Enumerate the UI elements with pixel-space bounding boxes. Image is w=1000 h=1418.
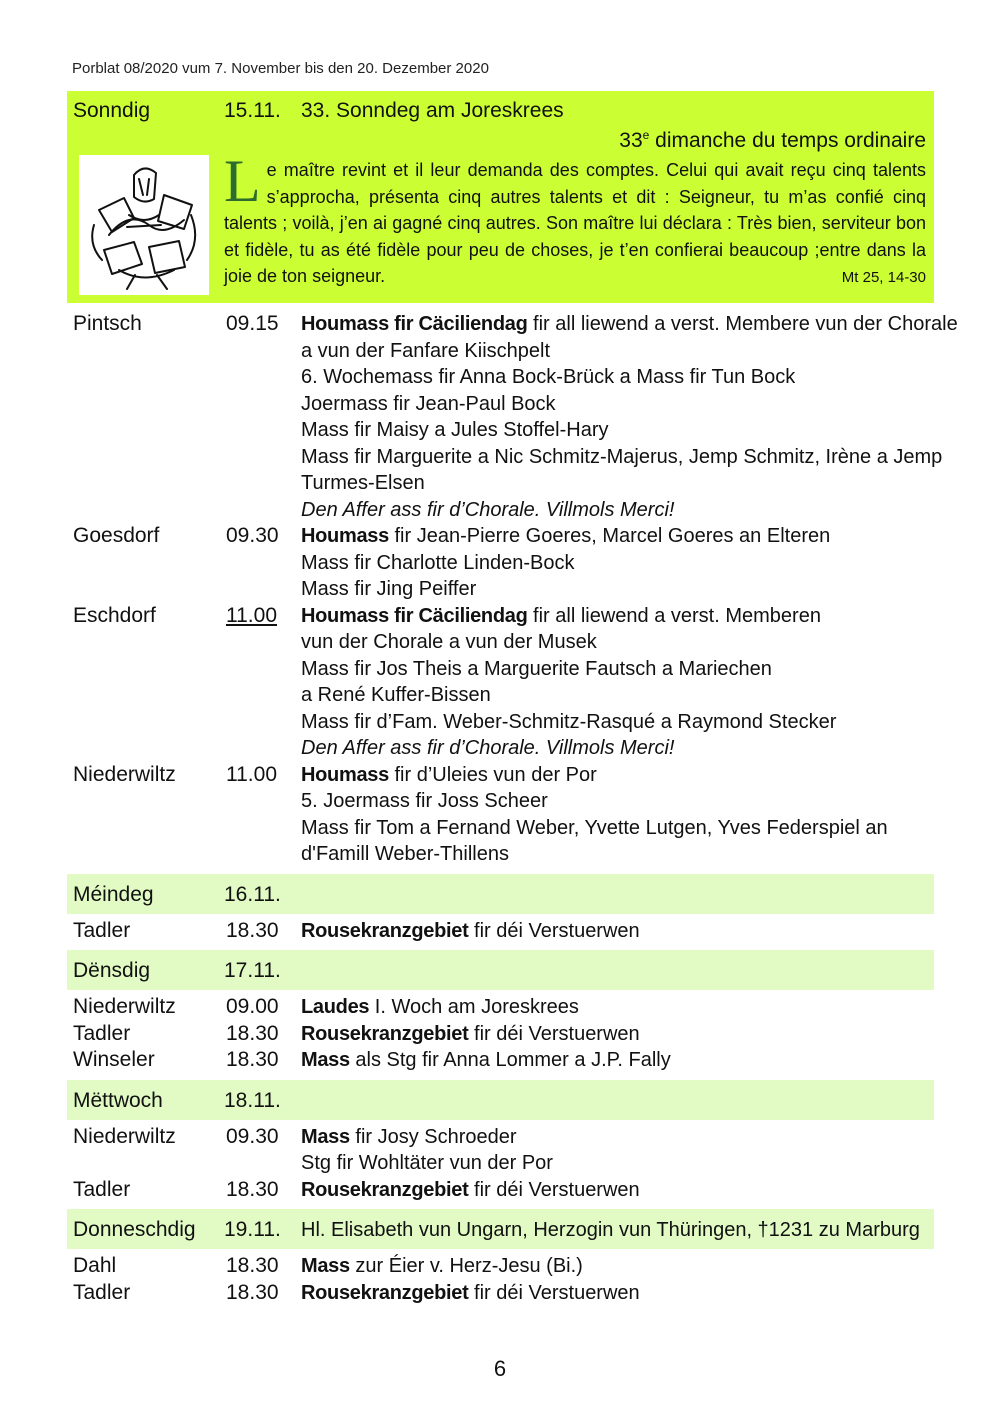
day-entries-densdig [67,990,934,1076]
quote-reference: Mt 25, 14-30 [841,269,926,286]
sunday-reading [67,149,934,299]
sunday-date: 15.11. [224,99,281,122]
page-header: Porblat 08/2020 vum 7. November bis den 20. Dezember 2020 [72,60,489,77]
entry-row: Niederwiltz 09.30 Mass fir Josy Schroeder Stg fir Wohltäter vun der Por [73,1124,553,1174]
sunday-day: Sonndig [73,99,151,122]
entry-goesdorf: Goesdorf 09.30 Houmass fir Jean-Pierre Goeres, Marcel Goeres an Elteren Mass fir Charlotte Linden-Bock Mass fir Jing Peiffer [73,524,831,600]
entry-row: Niederwiltz 09.00 Laudes I. Woch am Joreskrees [73,995,579,1018]
quote-dropcap: L [224,148,261,214]
day-entries-mettwoch [67,1120,934,1206]
figure-drawing-icon [79,155,209,295]
entry-pintsch: Pintsch 09.15 Houmass fir Cäciliendag fir all liewend a verst. Membere vun der Chorale a vun der Fanfare Kiischpelt 6. Wochemass fir Anna Bock-Brück a Mass fir Tun Bock Joermass fir Jean-Paul Bock Mass fir Maisy a Jules Stoffel-Hary Mass fir Marguerite a Nic Schmitz-Majerus, Jemp Schmitz, Irène a Jemp Turmes-Elsen Den Affer ass fir d’Chorale. Villmols Merci! [73,312,958,521]
page-number: 6 [493,1356,507,1381]
entry-row: Tadler 18.30 Rousekranzgebiet fir déi Verstuerwen [73,1021,640,1045]
entry-row: Tadler 18.30 Rousekranzgebiet fir déi Verstuerwen [73,1177,640,1201]
day-header-densdig: Dënsdig 17.11. [67,950,934,990]
day-entries-donneschdig [67,1249,934,1308]
day-header-donneschdig: Donneschdig 19.11. Hl. Elisabeth vun Ungarn, Herzogin vun Thüringen, †1231 zu Marburg [67,1209,934,1249]
sunday-entries [67,303,958,870]
entry-row: Dahl 18.30 Mass zur Éier v. Herz-Jesu (Bi.) [73,1254,583,1277]
sunday-title-fr: 33e dimanche du temps ordinaire [619,128,926,152]
day-entries-meindeg [67,914,934,947]
day-header-mettwoch: Mëttwoch 18.11. [67,1080,934,1120]
gospel-quote [224,148,926,292]
schedule-content [67,91,958,1308]
entry-niederwiltz: Niederwiltz 11.00 Houmass fir d’Uleies vun der Por 5. Joermass fir Joss Scheer Mass fir Tom a Fernand Weber, Yvette Lutgen, Yves Federspiel an d'Famill Weber-Thillens [73,762,888,865]
day-header-meindeg: Méindeg 16.11. [67,874,934,914]
entry-row: Winseler 18.30 Mass als Stg fir Anna Lommer a J.P. Fally [73,1048,671,1071]
sower-illustration [79,155,209,295]
entry-row: Tadler 18.30 Rousekranzgebiet fir déi Verstuerwen [73,1280,640,1304]
entry-row: Tadler 18.30 Rousekranzgebiet fir déi Verstuerwen [73,918,640,942]
quote-text: e maître revint et il leur demanda des comptes. Celui qui avait reçu cinq talents s’approcha, présenta cinq autres talents et dit : Seigneur, tu m’as confié cinq talents ; voilà, j’en ai gagné cinq autres. Son maître lui déclara : Très bien, serviteur bon et fidèle, tu as été fidèle pour peu de choses, je t’en confierai beaucoup ;entre dans la joie de ton seigneur. [224,160,926,286]
sunday-title: 33. Sonndeg am Joreskrees [301,99,564,122]
feast-note: Hl. Elisabeth vun Ungarn, Herzogin vun Thüringen, †1231 zu Marburg [301,1219,920,1241]
entry-eschdorf: Eschdorf 11.00 Houmass fir Cäciliendag fir all liewend a verst. Memberen vun der Chorale a vun der Musek Mass fir Jos Theis a Marguerite Fautsch a Mariechen a René Kuffer-Bissen Mass fir d’Fam. Weber-Schmitz-Rasqué a Raymond Stecker Den Affer ass fir d’Chorale. Villmols Merci! [73,603,837,759]
sunday-title-row [67,91,934,121]
sunday-banner [67,91,934,303]
